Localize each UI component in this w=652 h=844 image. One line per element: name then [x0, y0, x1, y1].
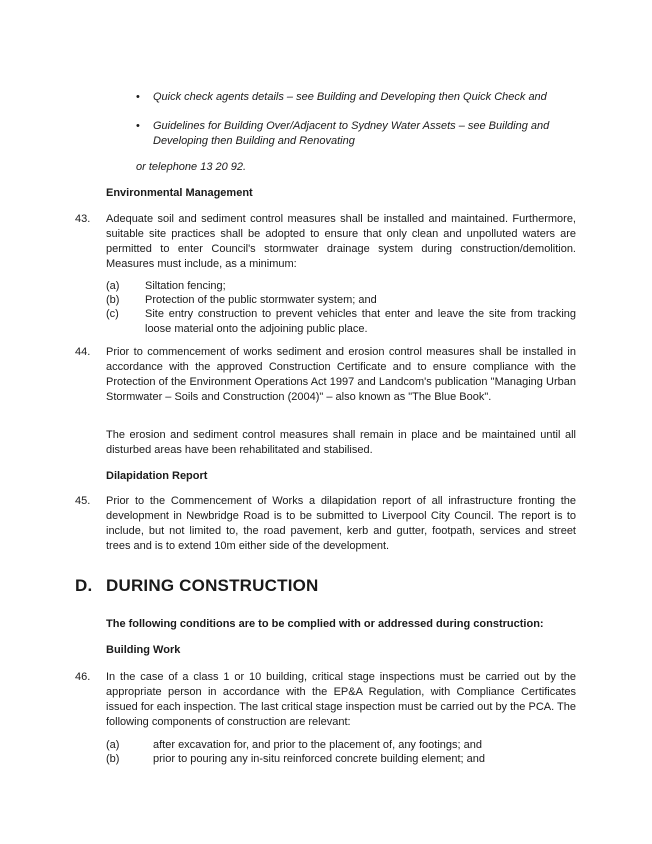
telephone-line: or telephone 13 20 92.: [136, 161, 247, 173]
condition-number: 45.: [75, 495, 91, 507]
bullet-text-quick-check: Quick check agents details – see Building and Developing then Quick Check and: [153, 91, 547, 103]
list-item-text: prior to pouring any in-situ reinforced concrete building element; and: [153, 753, 486, 765]
bullet-marker: •: [136, 120, 140, 132]
condition-43-text: Adequate soil and sediment control measures shall be installed and maintained. Furthermore, suitable site practices shall be adopted to ensure that only clean and unpolluted waters are permitted to enter Council's stormwater drainage system during construction/demolition. Measures must include, as a minimum:: [106, 213, 576, 270]
dilapidation-report-heading: Dilapidation Report: [106, 470, 208, 482]
list-label: (a): [106, 280, 120, 292]
bullet-text-guidelines: Guidelines for Building Over/Adjacent to Sydney Water Assets – see Building and Developing then Building and Renovating: [153, 120, 550, 147]
list-item-text: Site entry construction to prevent vehicles that enter and leave the site from tracking loose material onto the adjoining public place.: [145, 308, 576, 335]
list-item-text: Siltation fencing;: [145, 280, 226, 292]
section-title: DURING CONSTRUCTION: [106, 576, 319, 595]
condition-46-text: In the case of a class 1 or 10 building, critical stage inspections must be carried out by the appropriate person in accordance with the EP&A Regulation, with Compliance Certificates issued for each inspection. The last critical stage inspection must be carried out by the PCA. The following components of construction are relevant:: [106, 671, 576, 728]
condition-number: 44.: [75, 346, 91, 358]
condition-44-text-continued: The erosion and sediment control measures shall remain in place and be maintained until all disturbed areas have been rehabilitated and stabilised.: [106, 429, 576, 456]
environmental-management-heading: Environmental Management: [106, 187, 253, 199]
condition-44-text: Prior to commencement of works sediment and erosion control measures shall be installed in accordance with the approved Construction Certificate and to ensure compliance with the Protection of the Environment Operations Act 1997 and Landcom's publication "Managing Urban Stormwater – Soils and Construction (2004)" – also known as "The Blue Book".: [106, 346, 576, 403]
list-label: (b): [106, 294, 120, 306]
list-label: (a): [106, 739, 120, 751]
condition-number: 43.: [75, 213, 91, 225]
list-label: (b): [106, 753, 120, 765]
section-letter: D.: [75, 576, 93, 595]
list-item-text: Protection of the public stormwater system; and: [145, 294, 377, 306]
building-work-heading: Building Work: [106, 644, 181, 656]
bullet-marker: •: [136, 91, 140, 103]
section-intro: The following conditions are to be complied with or addressed during construction:: [106, 618, 544, 630]
condition-number: 46.: [75, 671, 91, 683]
list-item-text: after excavation for, and prior to the placement of, any footings; and: [153, 739, 482, 751]
condition-45-text: Prior to the Commencement of Works a dilapidation report of all infrastructure fronting the development in Newbridge Road is to be submitted to Liverpool City Council. The report is to include, but not limited to, the road pavement, kerb and gutter, footpath, services and street trees and is to extend 10m either side of the development.: [106, 495, 576, 552]
list-label: (c): [106, 308, 119, 320]
